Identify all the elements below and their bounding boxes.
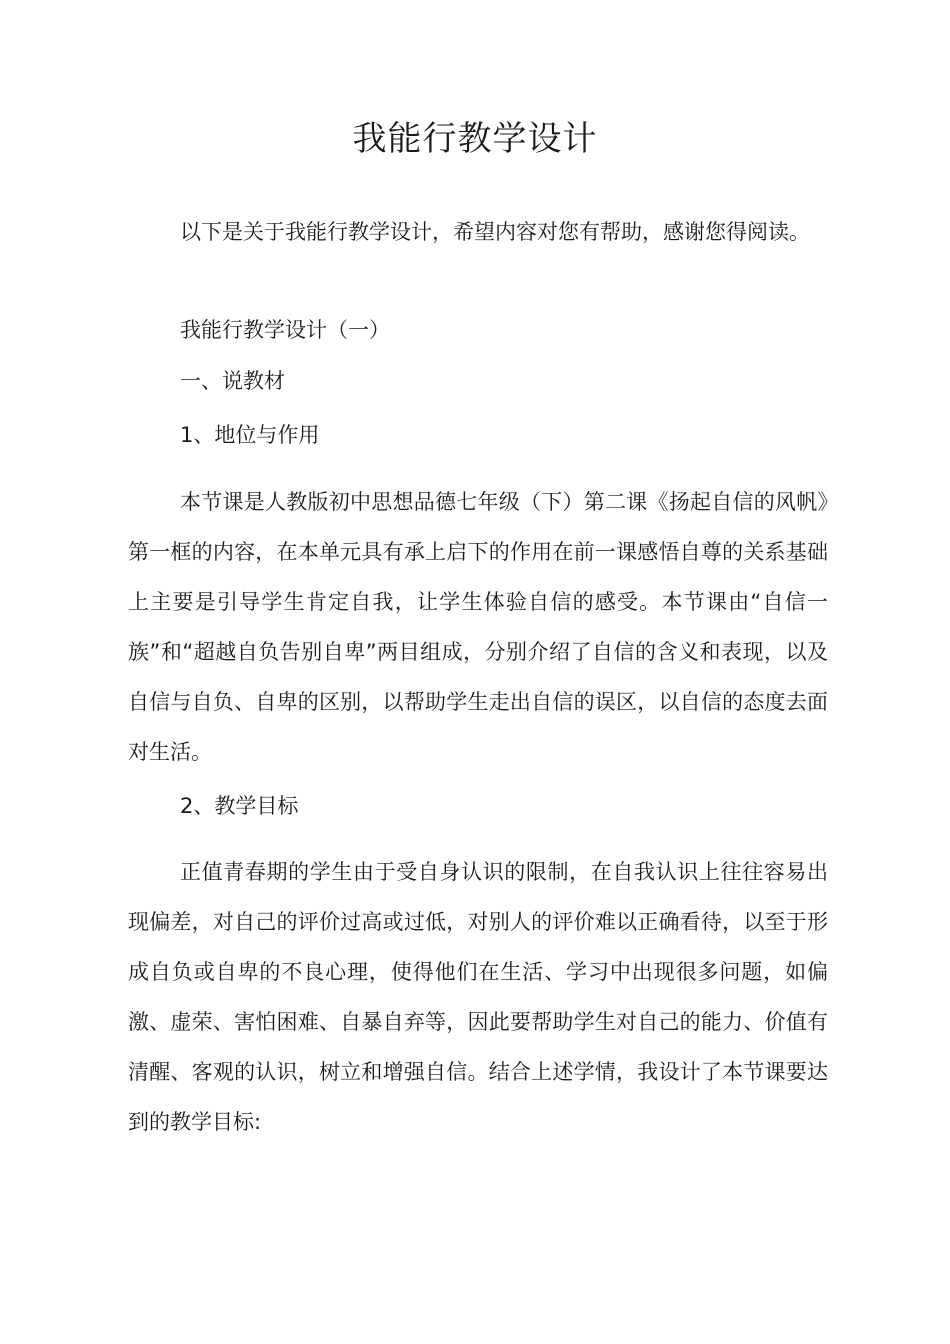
document-title: 我能行教学设计: [352, 119, 598, 159]
section-title: 我能行教学设计（一）: [180, 318, 390, 342]
paragraph-teaching-goals: 正值青春期的学生由于受自身认识的限制，在自我认识上往往容易出现偏差，对自己的评价过高或过低，对别人的评价难以正确看待，以至于形成自负或自卑的不良心理，使得他们在生活、学习中出现很多问题，如偏激、虚荣、害怕困难、自暴自弃等，因此要帮助学生对自己的能力、价值有清醒、客观的认识，树立和增强自信。结合上述学情，我设计了本节课要达到的教学目标:: [128, 860, 828, 1134]
paragraph-position-role: 本节课是人教版初中思想品德七年级（下）第二课《扬起自信的风帆》第一框的内容，在本单元具有承上启下的作用在前一课感悟自尊的关系基础上主要是引导学生肯定自我，让学生体验自信的感受。本节课由“自信一族”和“超越自负告别自卑”两目组成，分别介绍了自信的含义和表现，以及自信与自负、自卑的区别，以帮助学生走出自信的误区，以自信的态度去面对生活。: [128, 490, 828, 764]
sub-heading-position-role: 1、地位与作用: [180, 423, 320, 447]
heading-teaching-material: 一、说教材: [180, 369, 285, 393]
sub-heading-teaching-goals: 2、教学目标: [180, 794, 299, 818]
intro-paragraph: 以下是关于我能行教学设计，希望内容对您有帮助，感谢您得阅读。: [180, 220, 810, 244]
